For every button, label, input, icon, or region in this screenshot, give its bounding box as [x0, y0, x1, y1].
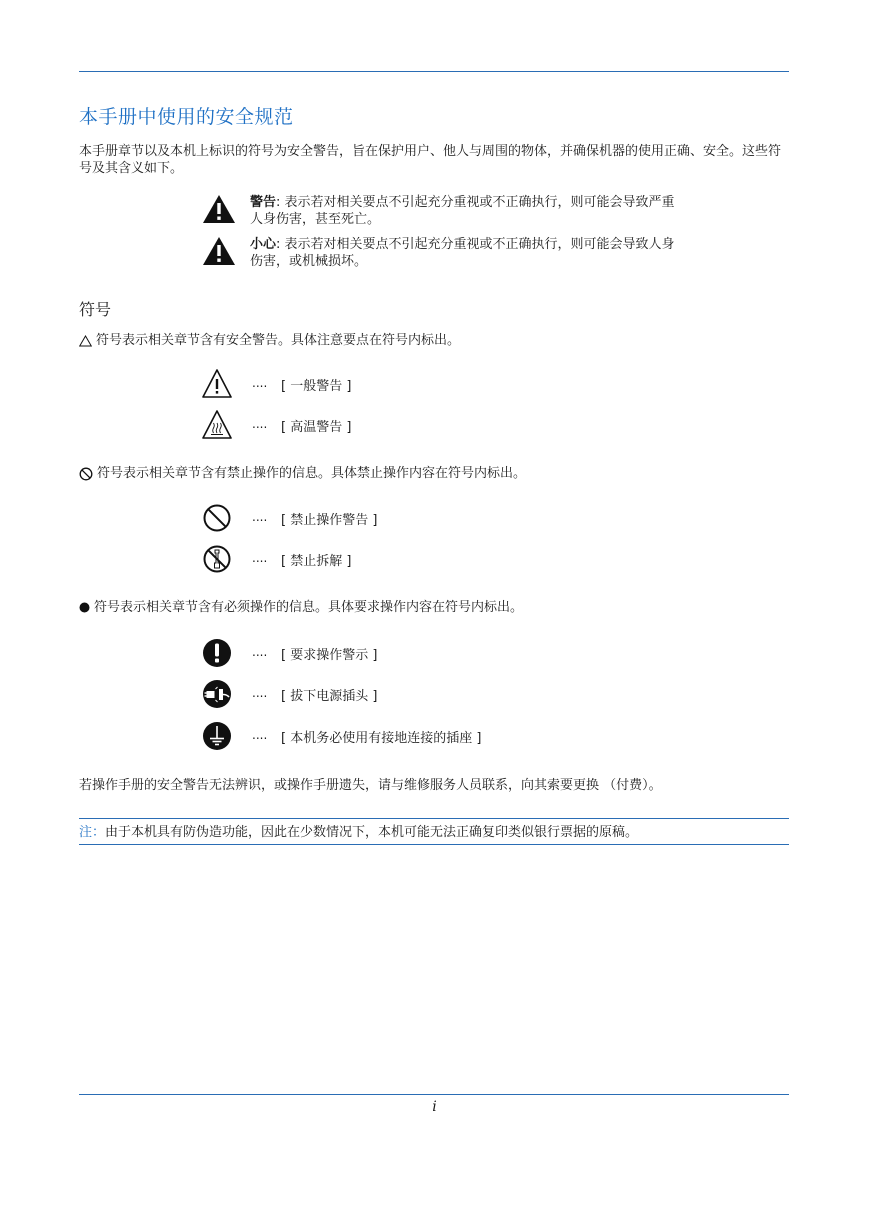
prohibition-group-lead	[79, 465, 526, 482]
mandatory-group-text: 符号表示相关章节含有必须操作的信息。具体要求操作内容在符号内标出。	[94, 600, 524, 615]
outline-triangle-icon	[79, 335, 92, 347]
symbol-dots: ....	[252, 417, 268, 431]
symbol-dots: ....	[252, 728, 268, 742]
prohibition-group-text: 符号表示相关章节含有禁止操作的信息。具体禁止操作内容在符号内标出。	[97, 466, 527, 481]
symbol-label: [ 要求操作警示 ]	[281, 648, 378, 663]
symbol-row-do-not-disassemble	[202, 543, 602, 575]
prohibition-small-icon	[79, 467, 93, 481]
warning-triangle-icon	[202, 194, 236, 224]
symbol-row-general-warning	[202, 368, 602, 400]
symbol-dots: ....	[252, 686, 268, 700]
mandatory-action-icon	[202, 637, 232, 669]
warning-text: 表示若对相关要点不引起充分重视或不正确执行，则可能会导致严重人身伤害，甚至死亡。	[250, 195, 675, 227]
symbol-row-mandatory-action	[202, 637, 602, 669]
page-title: 本手册中使用的安全规范	[79, 106, 294, 128]
symbol-row-high-temperature	[202, 409, 602, 441]
warning-group-text: 符号表示相关章节含有安全警告。具体注意要点在符号内标出。	[96, 333, 461, 348]
caution-term: 小心	[250, 237, 277, 252]
note-text: 由于本机具有防伪造功能，因此在少数情况下，本机可能无法正确复印类似银行票据的原稿。	[105, 825, 639, 840]
symbol-label: [ 一般警告 ]	[281, 379, 352, 394]
ground-connection-icon	[202, 720, 232, 752]
note-label: 注：	[79, 825, 106, 840]
unplug-icon	[202, 678, 232, 710]
caution-text: 表示若对相关要点不引起充分重视或不正确执行，则可能会导致人身伤害，或机械损坏。	[250, 237, 675, 269]
bottom-rule	[79, 1094, 789, 1095]
prohibited-action-icon	[202, 502, 232, 534]
warning-term: 警告	[250, 195, 277, 210]
general-warning-icon	[202, 368, 232, 400]
top-rule	[79, 71, 789, 72]
symbol-row-prohibited-action	[202, 502, 602, 534]
warning-group-lead	[79, 332, 460, 349]
caution-sep: :	[276, 237, 285, 252]
symbol-dots: ....	[252, 376, 268, 390]
symbols-heading: 符号	[79, 300, 112, 319]
symbol-dots: ....	[252, 645, 268, 659]
note-box	[79, 818, 789, 845]
intro-paragraph: 本手册章节以及本机上标识的符号为安全警告，旨在保护用户、他人与周围的物体，并确保机器的使用正确、安全。这些符号及其含义如下。	[79, 144, 782, 176]
symbol-row-ground-connection	[202, 720, 602, 752]
caution-triangle-icon	[202, 236, 236, 266]
filled-circle-icon	[79, 602, 90, 613]
symbol-label: [ 高温警告 ]	[281, 420, 352, 435]
symbol-label: [ 拔下电源插头 ]	[281, 689, 378, 704]
symbol-label: [ 本机务必使用有接地连接的插座 ]	[281, 731, 482, 746]
high-temperature-icon	[202, 409, 232, 441]
symbol-label: [ 禁止拆解 ]	[281, 554, 352, 569]
closing-paragraph: 若操作手册的安全警告无法辨识，或操作手册遗失，请与维修服务人员联系，向其索要更换 （付费）。	[79, 778, 662, 793]
symbol-label: [ 禁止操作警告 ]	[281, 513, 378, 528]
symbol-dots: ....	[252, 551, 268, 565]
page-number: i	[432, 1099, 437, 1115]
warning-sep: :	[276, 195, 285, 210]
symbol-row-unplug	[202, 678, 602, 710]
do-not-disassemble-icon	[202, 543, 232, 575]
mandatory-group-lead	[79, 599, 523, 616]
symbol-dots: ....	[252, 510, 268, 524]
